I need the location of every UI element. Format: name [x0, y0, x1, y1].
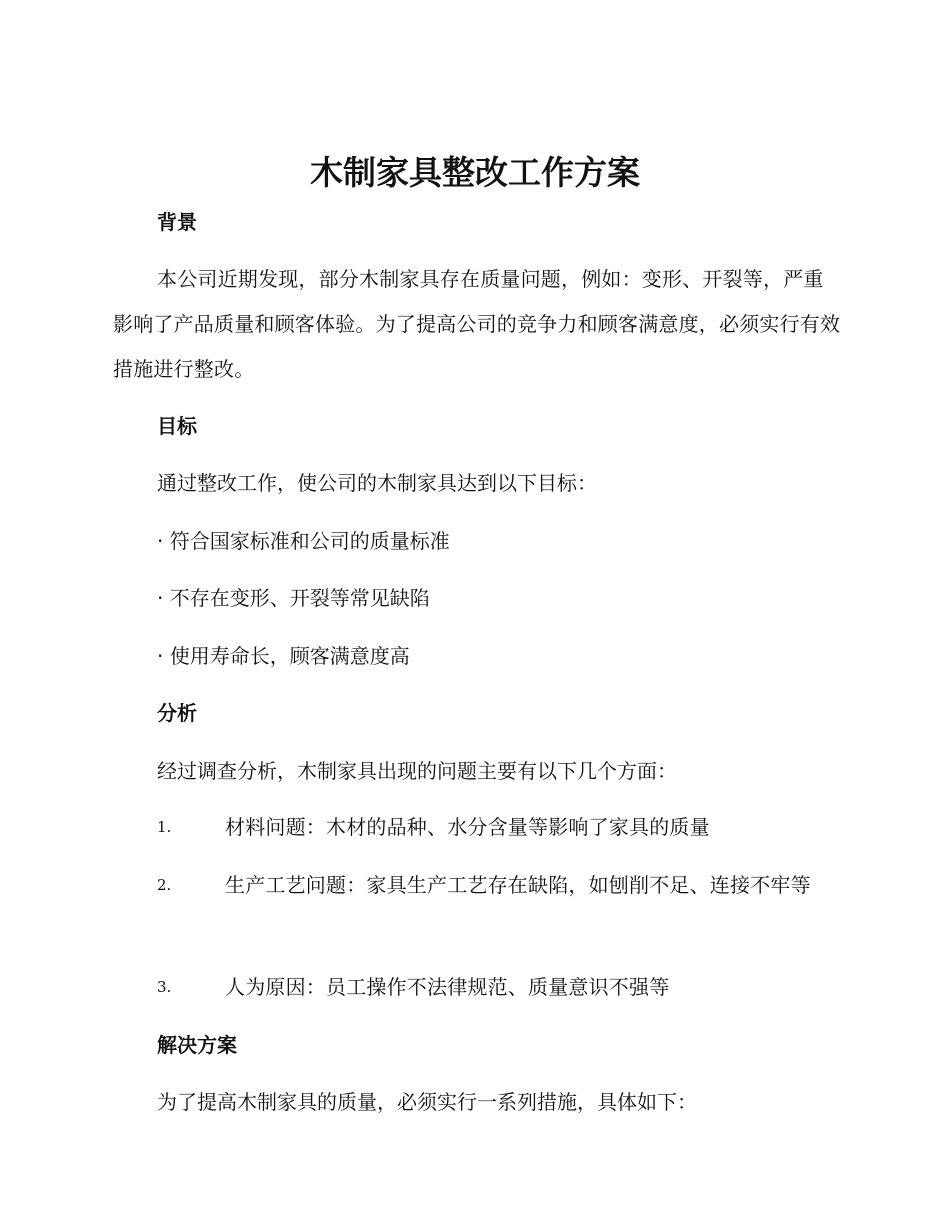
analysis-item-number: 2. [157, 876, 172, 894]
heading-analysis: 分析 [157, 701, 197, 725]
solution-intro: 为了提高木制家具的质量，必须实行一系列措施，具体如下： [157, 1090, 697, 1114]
analysis-item-1 [113, 805, 843, 850]
analysis-item-2 [113, 863, 843, 908]
heading-goal: 目标 [157, 414, 197, 438]
analysis-intro: 经过调查分析，木制家具出现的问题主要有以下几个方面： [157, 759, 677, 783]
document-title: 木制家具整改工作方案 [310, 153, 640, 192]
goal-bullet-3: · 使用寿命长，顾客满意度高 [157, 644, 410, 668]
analysis-item-3 [113, 965, 843, 1010]
goal-intro: 通过整改工作，使公司的木制家具达到以下目标： [157, 471, 597, 495]
heading-background: 背景 [157, 210, 197, 234]
analysis-item-text: 生产工艺问题：家具生产工艺存在缺陷，如刨削不足、连接不牢等 [225, 873, 811, 897]
background-paragraph: 本公司近期发现，部分木制家具存在质量问题，例如：变形、开裂等，严重影响了产品质量和顾客体验。为了提高公司的竞争力和顾客满意度，必须实行有效措施进行整改。 [113, 267, 841, 381]
heading-solution: 解决方案 [157, 1033, 237, 1057]
goal-bullet-2: · 不存在变形、开裂等常见缺陷 [157, 586, 430, 610]
analysis-item-text: 材料问题：木材的品种、水分含量等影响了家具的质量 [225, 815, 710, 839]
analysis-item-text: 人为原因：员工操作不法律规范、质量意识不强等 [225, 975, 670, 999]
analysis-item-number: 1. [157, 818, 172, 836]
goal-bullet-1: · 符合国家标准和公司的质量标准 [157, 529, 450, 553]
analysis-item-number: 3. [157, 978, 172, 996]
